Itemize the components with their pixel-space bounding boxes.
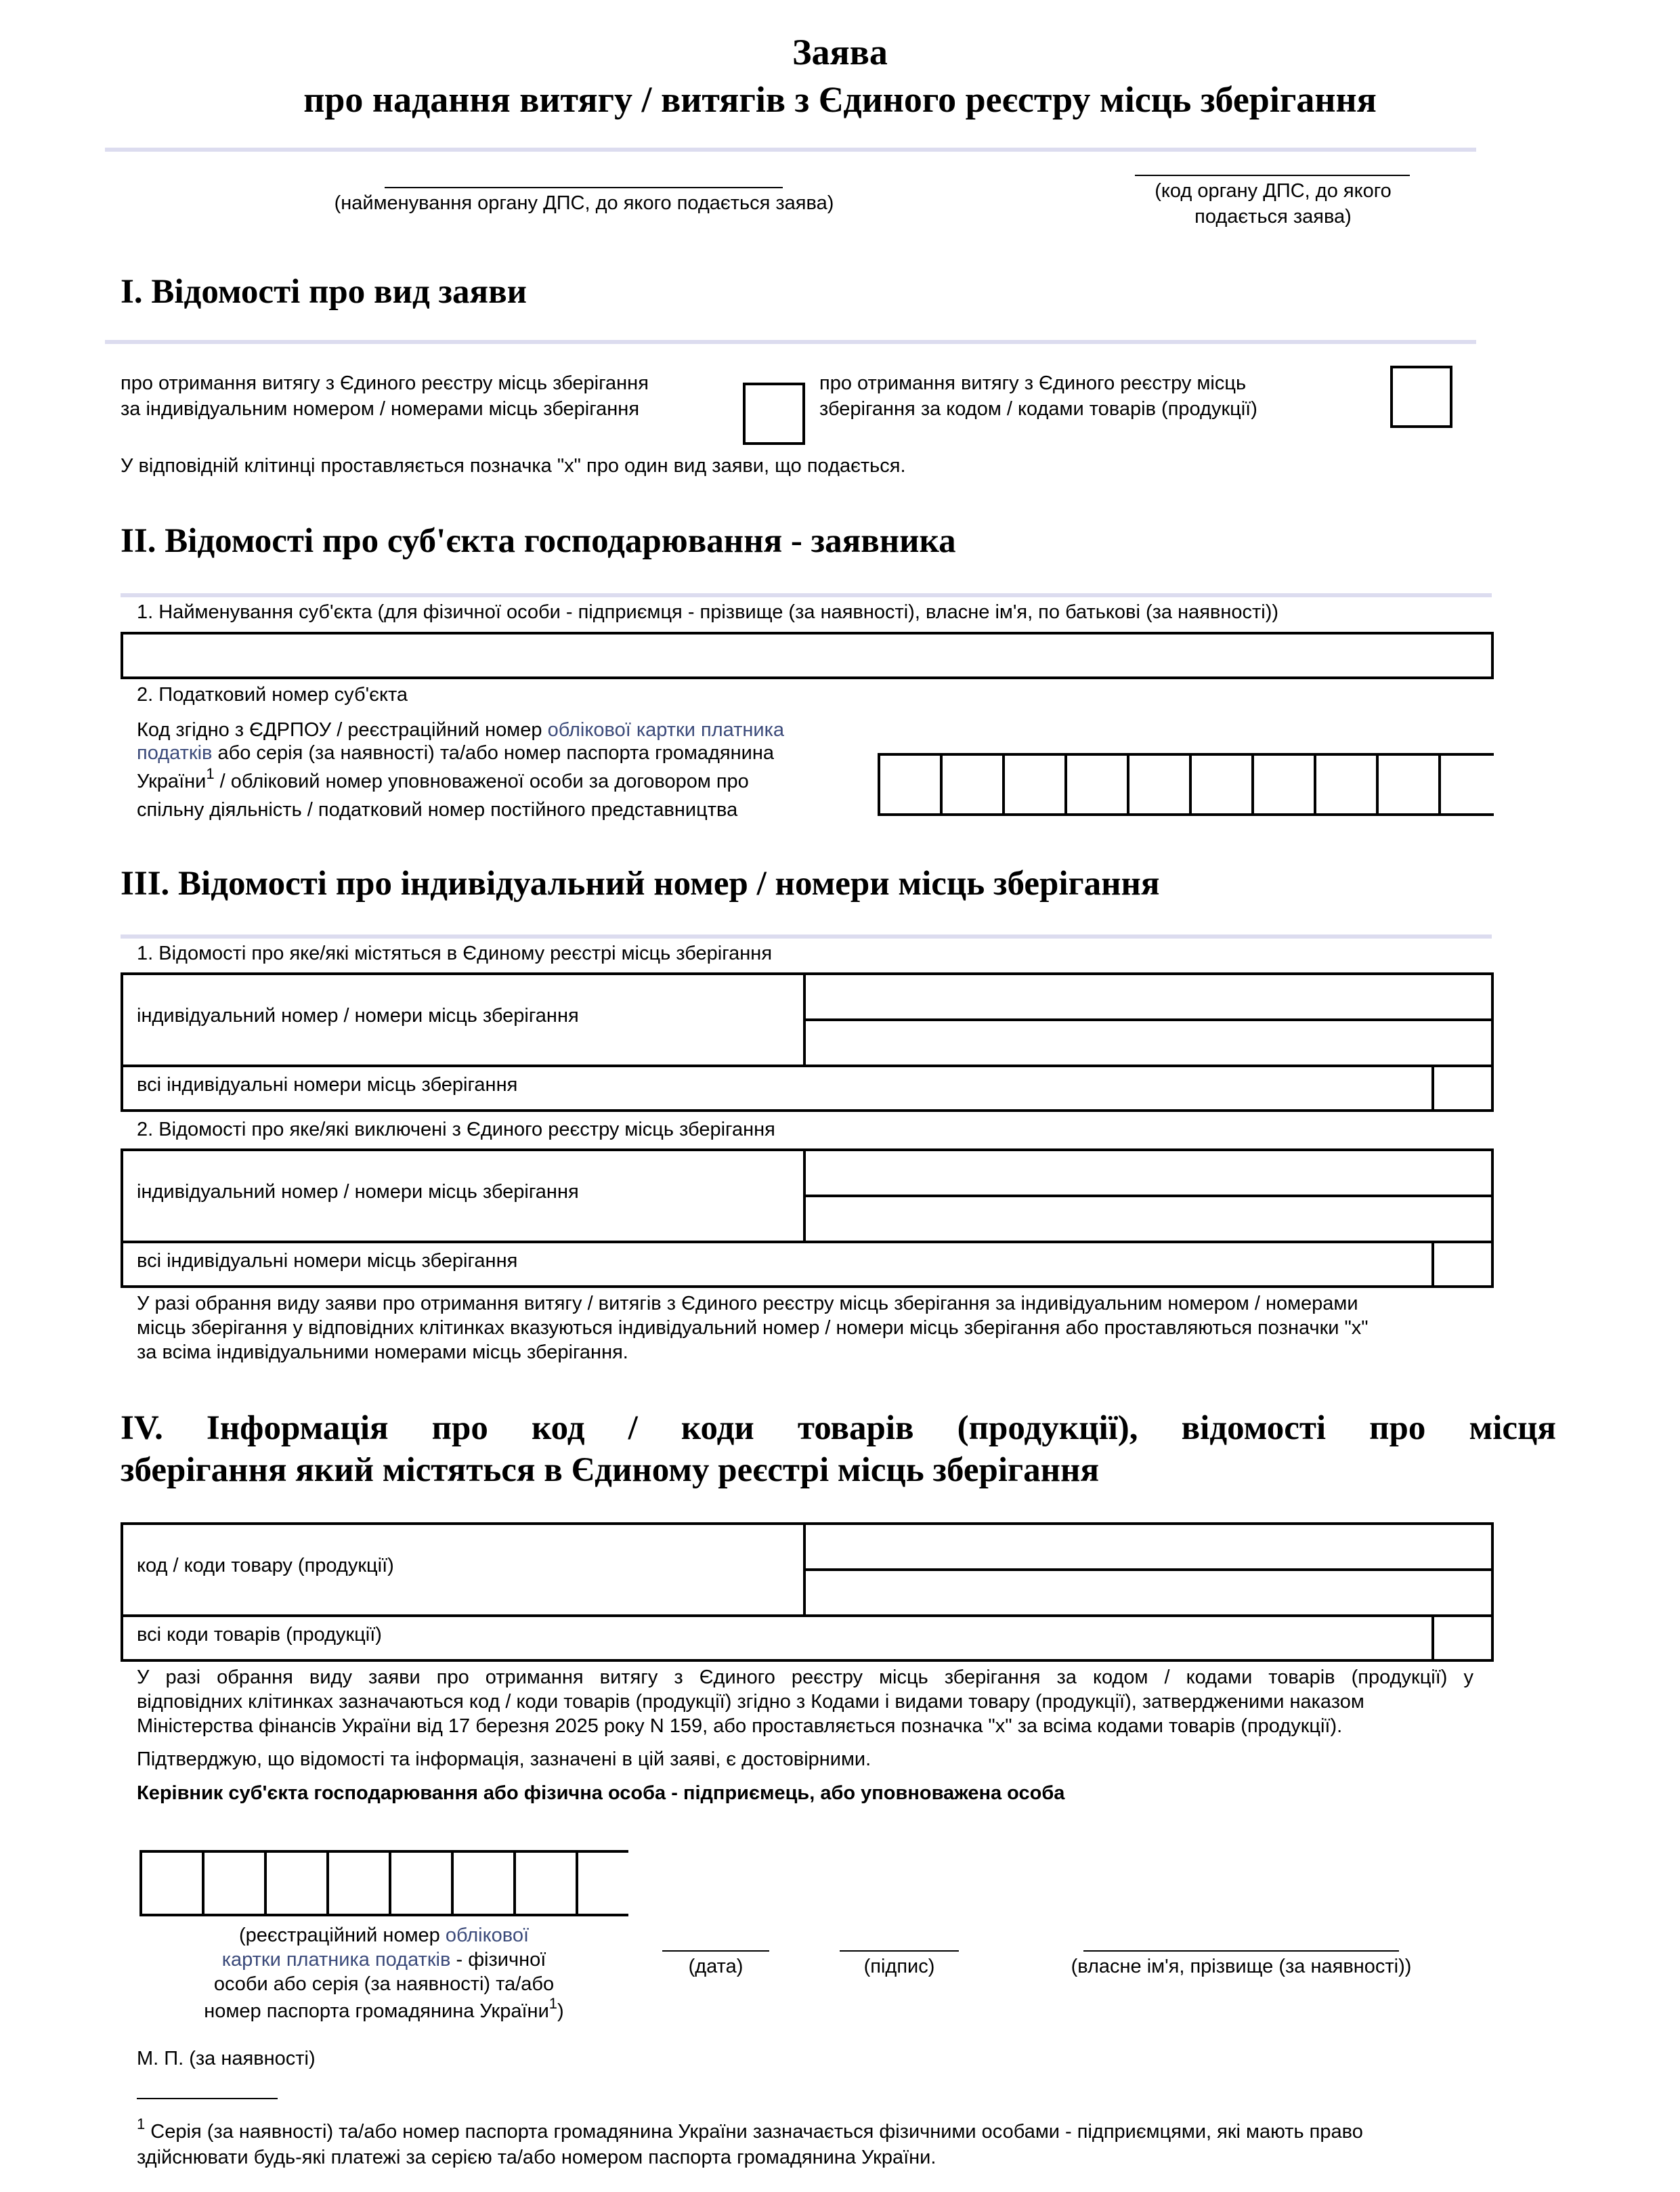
section-1-note: У відповідній клітинці проставляється позначка "х" про один вид заяви, що подається.: [121, 455, 906, 477]
signature-input-line[interactable]: [840, 1950, 959, 1952]
tax-number-digit-cell[interactable]: [1127, 753, 1189, 816]
excluded-subsection-label: 2. Відомості про яке/які виключені з Єдиного реєстру місць зберігання: [137, 1119, 775, 1140]
all-product-codes-checkbox[interactable]: [1434, 1617, 1491, 1659]
taxpayer-card-link-cont[interactable]: податків: [137, 742, 213, 764]
signature-caption: (підпис): [863, 1956, 935, 1977]
product-code-input[interactable]: [807, 1525, 1491, 1567]
tax-number-digit-cell[interactable]: [1064, 753, 1127, 816]
reg-number-digit-cell[interactable]: [139, 1850, 202, 1916]
dps-code-input-line[interactable]: [1135, 175, 1410, 176]
tax-number-digit-cell[interactable]: [1002, 753, 1064, 816]
reg-number-digit-cell[interactable]: [576, 1850, 628, 1916]
table-row-divider: [121, 1614, 1494, 1617]
footnote-text: Серія (за наявності) та/або номер паспорта громадянина України зазначається фізичними особами - підприємцями, які мають право: [145, 2121, 1363, 2143]
product-codes-label: код / коди товару (продукції): [137, 1555, 394, 1576]
dps-name-caption: (найменування органу ДПС, до якого подається заява): [334, 192, 834, 214]
tax-number-digit-cell[interactable]: [1189, 753, 1251, 816]
reg-number-digit-cell[interactable]: [202, 1850, 264, 1916]
taxpayer-card-link-cont[interactable]: картки платника податків: [221, 1949, 451, 1971]
reg-caption-line-2: [139, 1946, 628, 1973]
tax-number-desc-text: України: [137, 771, 207, 792]
tax-number-description-line-3: [137, 765, 749, 795]
registered-subsection-label: 1. Відомості про яке/які містяться в Єдиному реєстрі місць зберігання: [137, 943, 773, 964]
option-1-checkbox[interactable]: [743, 383, 805, 445]
footnote-ref: 1: [206, 765, 215, 783]
tax-number-digit-cell[interactable]: [878, 753, 940, 816]
tax-number-digit-cell[interactable]: [940, 753, 1002, 816]
subject-name-label: 1. Найменування суб'єкта (для фізичної особи - підприємця - прізвище (за наявності), власне ім'я, по батькові (за наявності)): [137, 601, 1279, 623]
confirmation-text: Підтверджую, що відомості та інформація, зазначені в цій заяві, є достовірними.: [137, 1748, 871, 1770]
option-1-label-line-2: за індивідуальним номером / номерами місць зберігання: [121, 398, 640, 420]
section-1-heading: I. Відомості про вид заяви: [121, 273, 527, 311]
date-input-line[interactable]: [662, 1950, 769, 1952]
document-title: Заява: [792, 32, 888, 72]
dps-code-caption-2: подається заява): [1194, 206, 1352, 228]
registered-number-input[interactable]: [807, 975, 1491, 1017]
taxpayer-card-link[interactable]: облікової: [445, 1925, 530, 1946]
registered-all-numbers-checkbox[interactable]: [1434, 1067, 1491, 1109]
tax-number-desc-text: / обліковий номер уповноваженої особи за договором про: [214, 771, 749, 792]
tax-number-description-line-2: [137, 739, 774, 767]
section-4-heading-line-1: IV. Інформація про код / коди товарів (продукції), відомості про місця: [121, 1409, 1556, 1447]
option-2-checkbox[interactable]: [1390, 366, 1452, 428]
section-3-heading: III. Відомості про індивідуальний номер / номери місць зберігання: [121, 865, 1160, 903]
reg-caption-text: (реєстраційний номер: [238, 1925, 446, 1946]
reg-caption-line-3: особи або серія (за наявності) та/або: [213, 1973, 555, 1995]
divider: [121, 593, 1492, 597]
excluded-all-numbers-label: всі індивідуальні номери місць зберігання: [137, 1250, 518, 1272]
registered-number-input[interactable]: [807, 1021, 1491, 1063]
dps-name-input-line[interactable]: [385, 187, 783, 188]
tax-number-description-line-4: спільну діяльність / податковий номер постійного представництва: [137, 799, 738, 821]
section-4-note-line-3: Міністерства фінансів України від 17 березня 2025 року N 159, або проставляється позначка "х" за всіма кодами товарів (продукції).: [137, 1715, 1343, 1737]
full-name-input-line[interactable]: [1083, 1950, 1399, 1952]
reg-caption-line-4: [139, 1995, 628, 2025]
tax-number-digit-cell[interactable]: [1376, 753, 1438, 816]
tax-number-digit-cell[interactable]: [1314, 753, 1376, 816]
excluded-individual-numbers-label: індивідуальний номер / номери місць зберігання: [137, 1181, 579, 1203]
registered-individual-numbers-label: індивідуальний номер / номери місць зберігання: [137, 1005, 579, 1027]
excluded-number-input[interactable]: [807, 1151, 1491, 1193]
date-caption: (дата): [688, 1956, 744, 1977]
section-3-note-line-3: за всіма індивідуальними номерами місць зберігання.: [137, 1341, 628, 1363]
table-row-divider: [121, 1065, 1494, 1067]
registered-all-numbers-label: всі індивідуальні номери місць зберігання: [137, 1074, 518, 1096]
option-1-label-line-1: про отримання витягу з Єдиного реєстру місць зберігання: [121, 372, 649, 394]
divider: [121, 934, 1492, 939]
reg-number-digit-cell[interactable]: [451, 1850, 513, 1916]
reg-number-digit-cell[interactable]: [513, 1850, 576, 1916]
dps-code-caption-1: (код органу ДПС, до якого: [1155, 180, 1392, 202]
footnote-ref: 1: [548, 1995, 558, 2013]
reg-caption-text: ): [557, 2000, 564, 2022]
footnote-line-1: [137, 2115, 1363, 2145]
footnote-line-2: здійснювати будь-які платежі за серією та/або номером паспорта громадянина України.: [137, 2147, 936, 2168]
footnote-mark: 1: [137, 2115, 146, 2133]
option-2-label-line-1: про отримання витягу з Єдиного реєстру місць: [819, 372, 1247, 394]
section-4-heading-line-2: зберігання який містяться в Єдиному реєстрі місць зберігання: [121, 1451, 1100, 1489]
divider: [105, 148, 1476, 152]
reg-number-digit-cell[interactable]: [389, 1850, 451, 1916]
footnote-separator: [137, 2098, 278, 2099]
product-code-input[interactable]: [807, 1571, 1491, 1613]
section-4-note-line-1: У разі обрання виду заяви про отримання витягу з Єдиного реєстру місць зберігання за кодом / кодами товарів (продукції) у: [137, 1667, 1473, 1688]
reg-number-digit-cell[interactable]: [264, 1850, 326, 1916]
tax-number-desc-text: або серія (за наявності) та/або номер паспорта громадянина: [212, 742, 774, 764]
excluded-number-input[interactable]: [807, 1197, 1491, 1239]
divider: [105, 340, 1476, 344]
tax-number-digit-cell[interactable]: [1438, 753, 1501, 816]
tax-number-label: 2. Податковий номер суб'єкта: [137, 684, 408, 706]
full-name-caption: (власне ім'я, прізвище (за наявності)): [1071, 1956, 1412, 1977]
table-row-divider: [121, 1241, 1494, 1243]
reg-caption-line-1: [139, 1922, 628, 1949]
excluded-all-numbers-checkbox[interactable]: [1434, 1243, 1491, 1285]
section-3-note-line-2: місць зберігання у відповідних клітинках вказуються індивідуальний номер / номери місць зберігання або проставляються позначки "х": [137, 1317, 1369, 1339]
signer-heading: Керівник суб'єкта господарювання або фізична особа - підприємець, або уповноважена особа: [137, 1782, 1065, 1804]
tax-number-desc-text: Код згідно з ЄДРПОУ / реєстраційний номер: [137, 719, 548, 741]
section-2-heading: II. Відомості про суб'єкта господарювання - заявника: [121, 522, 956, 560]
all-product-codes-label: всі коди товарів (продукції): [137, 1624, 382, 1646]
tax-number-digit-cell[interactable]: [1251, 753, 1314, 816]
reg-caption-text: - фізичної: [450, 1949, 546, 1971]
option-2-label-line-2: зберігання за кодом / кодами товарів (продукції): [819, 398, 1257, 420]
document-subtitle: про надання витягу / витягів з Єдиного реєстру місць зберігання: [303, 79, 1377, 120]
reg-caption-text: номер паспорта громадянина України: [204, 2000, 549, 2022]
section-4-note-line-2: відповідних клітинках зазначаються код / коди товарів (продукції) згідно з Кодами і видами товару (продукції), затвердженими наказом: [137, 1691, 1364, 1713]
section-3-note-line-1: У разі обрання виду заяви про отримання витягу / витягів з Єдиного реєстру місць зберігання за індивідуальним номером / номерами: [137, 1293, 1358, 1314]
taxpayer-card-link[interactable]: облікової картки платника: [547, 719, 785, 741]
stamp-placeholder: М. П. (за наявності): [137, 2048, 316, 2069]
reg-number-digit-cell[interactable]: [326, 1850, 389, 1916]
subject-name-input[interactable]: [121, 632, 1494, 679]
